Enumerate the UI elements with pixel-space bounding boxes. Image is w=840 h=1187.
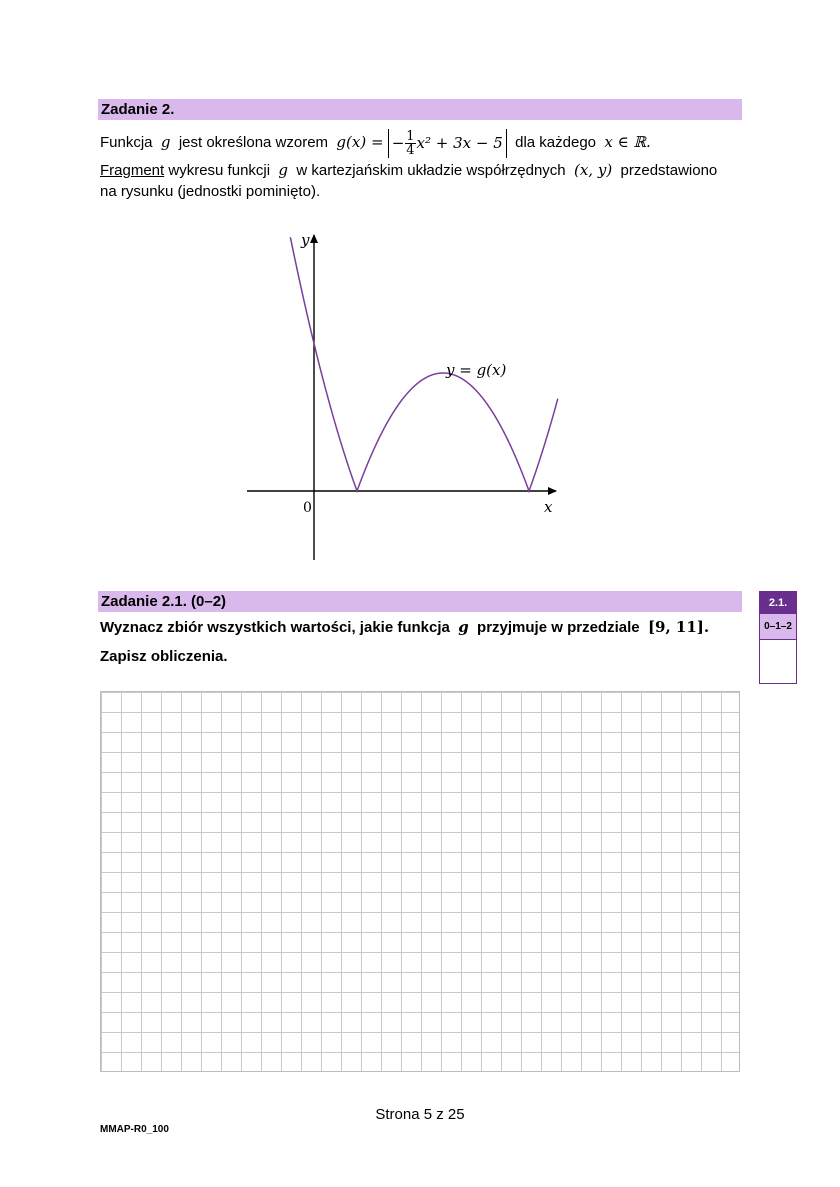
score-box-entry[interactable] <box>760 640 796 682</box>
subtask-instruction <box>100 615 709 640</box>
text-fragment: wykresu funkcji <box>168 162 271 179</box>
text-fragment: dla każdego <box>515 134 597 151</box>
task-header-bar <box>98 99 742 120</box>
task-graph-description-2: na rysunku (jednostki pominięto). <box>100 183 321 200</box>
x-axis-label: x <box>544 498 553 516</box>
y-axis-label: y <box>301 231 310 249</box>
coordinates-expression: (x, y) <box>574 161 613 179</box>
subtask-note: Zapisz obliczenia. <box>100 648 228 665</box>
task-definition-line <box>100 126 651 158</box>
absolute-value-expression <box>388 129 507 158</box>
task-graph-description <box>100 159 717 182</box>
formula-rest: x² + 3x − 5 <box>416 133 503 152</box>
text-fragment: Funkcja <box>100 134 153 151</box>
fraction <box>405 130 415 157</box>
instruction-text: Wyznacz zbiór wszystkich wartości, jakie funkcja <box>100 619 450 636</box>
score-box-label: 2.1. <box>760 592 796 614</box>
score-box <box>759 591 797 684</box>
formula-minus: − <box>391 133 405 152</box>
curve-label: y = g(x) <box>446 361 507 379</box>
subtask-header-bar <box>98 591 742 612</box>
fraction-numerator: 1 <box>406 129 415 145</box>
function-symbol: g <box>458 618 469 636</box>
origin-label: 0 <box>303 500 312 516</box>
function-curve <box>290 237 557 491</box>
task-title: Zadanie 2. <box>101 101 175 118</box>
subtask-title: Zadanie 2.1. (0–2) <box>101 593 227 610</box>
function-symbol: g <box>278 161 289 179</box>
score-box-points: 0–1–2 <box>760 614 796 640</box>
text-fragment: jest określona wzorem <box>178 134 329 151</box>
function-symbol: g <box>160 133 171 151</box>
page-number: Strona 5 z 25 <box>375 1106 465 1123</box>
answer-grid[interactable] <box>100 691 740 1072</box>
underlined-word: Fragment <box>100 162 165 179</box>
domain-expression: x ∈ ℝ. <box>604 133 651 151</box>
instruction-text: przyjmuje w przedziale <box>477 619 640 636</box>
function-graph <box>240 225 570 565</box>
interval-expression: [9, 11]. <box>647 618 710 636</box>
text-fragment: w kartezjańskim układzie współrzędnych <box>296 162 566 179</box>
formula-lhs: g(x) = <box>336 133 384 151</box>
exam-code: MMAP-R0_100 <box>100 1124 169 1135</box>
fraction-denominator: 4 <box>406 143 415 159</box>
text-fragment: przedstawiono <box>620 162 718 179</box>
